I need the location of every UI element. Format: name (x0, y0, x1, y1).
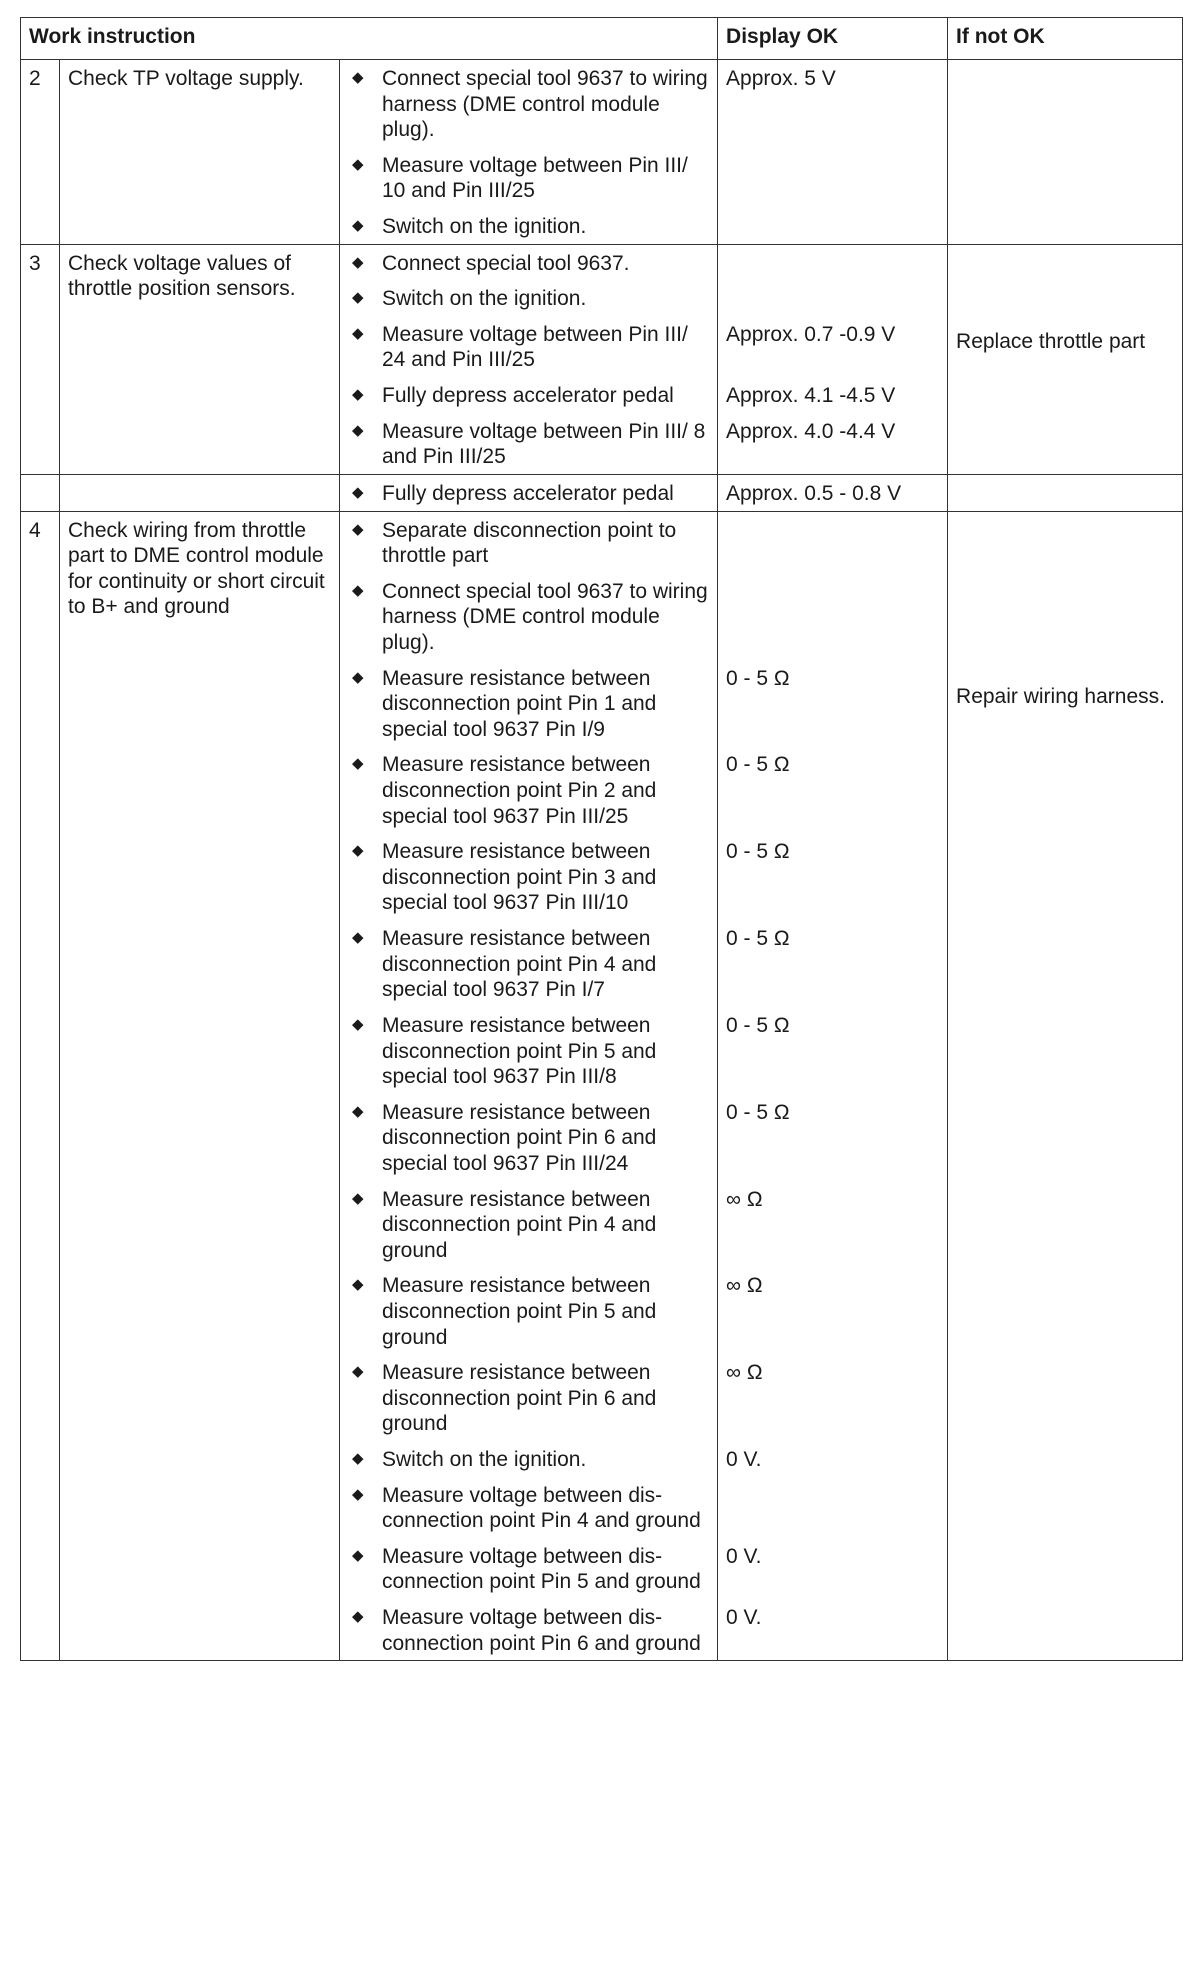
diamond-bullet-icon: ◆ (352, 253, 364, 271)
step-number: 4 (21, 511, 60, 1661)
display-value (718, 245, 947, 281)
task-description: Check voltage values of throttle position sensors. (60, 244, 340, 474)
list-item (340, 245, 717, 281)
diamond-bullet-icon: ◆ (352, 217, 364, 235)
diamond-bullet-icon: ◆ (352, 668, 364, 686)
step-text: Measure voltage between Pin III/ 24 and Pin III/25 (382, 322, 688, 372)
list-item (340, 1007, 717, 1094)
step-text: Measure resistance between disconnection point Pin 4 and ground (382, 1187, 657, 1262)
display-value: 0 - 5 Ω (726, 1013, 790, 1037)
diamond-bullet-icon: ◆ (352, 1102, 364, 1120)
display-value: Approx. 0.5 - 0.8 V (726, 481, 902, 505)
display-value (718, 147, 947, 208)
list-item (340, 1441, 717, 1477)
step-number: 3 (21, 244, 60, 474)
work-instruction-sheet (20, 17, 1182, 1661)
step-list (340, 60, 718, 245)
list-item (340, 1477, 717, 1538)
step-list (340, 244, 718, 474)
list-item (340, 660, 717, 747)
if-not-ok-cell (948, 60, 1183, 245)
instruction-row (21, 511, 1183, 1661)
diamond-bullet-icon: ◆ (352, 929, 364, 947)
display-value: ∞ Ω (726, 1187, 763, 1211)
step-text: Connect special tool 9637 to wiring harness (DME control module plug). (382, 67, 708, 142)
list-item (340, 746, 717, 833)
step-text: Measure resistance between disconnection point Pin 4 and special tool 9637 Pin I/7 (382, 927, 657, 1002)
header-work-instruction: Work instruction (21, 18, 718, 60)
diamond-bullet-icon: ◆ (352, 1363, 364, 1381)
list-item (340, 475, 717, 511)
list-item (340, 280, 717, 316)
header-if-not-ok: If not OK (948, 18, 1183, 60)
step-list (340, 474, 718, 511)
display-value (718, 208, 947, 244)
step-text: Measure voltage between disconnection point Pin 4 and ground (382, 1483, 701, 1533)
list-item (340, 833, 717, 920)
display-ok-cell (718, 511, 948, 1661)
display-value: Approx. 4.0 -4.4 V (726, 419, 896, 443)
display-value (718, 573, 947, 660)
diamond-bullet-icon: ◆ (352, 520, 364, 538)
diamond-bullet-icon: ◆ (352, 421, 364, 439)
step-text: Measure resistance between disconnection point Pin 5 and special tool 9637 Pin III/8 (382, 1013, 657, 1089)
list-item (340, 316, 717, 377)
diamond-bullet-icon: ◆ (352, 1450, 364, 1468)
step-text: Measure resistance between disconnection point Pin 1 and special tool 9637 Pin I/9 (382, 666, 657, 741)
header-display-ok: Display OK (718, 18, 948, 60)
if-not-ok-cell (948, 244, 1183, 474)
table-body (21, 60, 1183, 1661)
header-row (21, 18, 1183, 60)
work-instruction-table (20, 17, 1183, 1661)
list-item (340, 1267, 717, 1354)
step-number (21, 474, 60, 511)
diamond-bullet-icon: ◆ (352, 69, 364, 86)
display-value: ∞ Ω (726, 1274, 763, 1298)
list-item (340, 377, 717, 413)
display-value: 0 - 5 Ω (726, 1100, 790, 1124)
step-text: Measure resistance between disconnection point Pin 6 and ground (382, 1361, 657, 1436)
diamond-bullet-icon: ◆ (352, 1189, 364, 1207)
diamond-bullet-icon: ◆ (352, 155, 364, 173)
instruction-row (21, 474, 1183, 511)
task-description: Check TP voltage supply. (60, 60, 340, 245)
list-item (340, 413, 717, 474)
step-number: 2 (21, 60, 60, 245)
display-value (718, 1477, 947, 1538)
if-not-ok-text: Repair wiring harness. (956, 684, 1165, 708)
diamond-bullet-icon: ◆ (352, 581, 364, 599)
step-text: Switch on the ignition. (382, 287, 587, 311)
instruction-row (21, 60, 1183, 245)
step-text: Fully depress accelerator pedal (382, 481, 674, 505)
display-value (718, 280, 947, 316)
list-item (340, 60, 717, 147)
step-text: Switch on the ignition. (382, 1448, 587, 1472)
display-ok-cell (718, 244, 948, 474)
display-value (718, 512, 947, 573)
step-list (340, 511, 718, 1661)
diamond-bullet-icon: ◆ (352, 289, 364, 307)
diamond-bullet-icon: ◆ (352, 1608, 364, 1626)
display-value: 0 V. (726, 1448, 762, 1472)
step-text: Measure voltage between Pin III/ 10 and Pin III/25 (382, 153, 688, 203)
diamond-bullet-icon: ◆ (352, 755, 364, 773)
step-text: Measure voltage between Pin III/ 8 and Pin III/25 (382, 419, 706, 469)
task-description (60, 474, 340, 511)
if-not-ok-text: Replace throttle part (956, 329, 1146, 353)
display-ok-cell (718, 474, 948, 511)
list-item (340, 573, 717, 660)
if-not-ok-cell (948, 474, 1183, 511)
step-text: Measure voltage between disconnection point Pin 6 and ground (382, 1606, 701, 1655)
diamond-bullet-icon: ◆ (352, 1015, 364, 1033)
step-text: Measure resistance between disconnection point Pin 6 and special tool 9637 Pin III/24 (382, 1100, 657, 1175)
step-text: Connect special tool 9637 to wiring harness (DME control module plug). (382, 579, 708, 654)
display-ok-cell (718, 60, 948, 245)
step-text: Measure resistance between disconnection point Pin 3 and special tool 9637 Pin III/10 (382, 840, 657, 915)
display-value: 0 - 5 Ω (726, 666, 790, 690)
display-value: ∞ Ω (726, 1361, 763, 1385)
step-text: Connect special tool 9637. (382, 251, 630, 275)
diamond-bullet-icon: ◆ (352, 324, 364, 342)
display-value: Approx. 4.1 -4.5 V (726, 384, 896, 408)
step-text: Measure resistance between disconnection point Pin 2 and special tool 9637 Pin III/25 (382, 753, 657, 828)
step-text: Measure voltage between disconnection point Pin 5 and ground (382, 1544, 701, 1594)
diamond-bullet-icon: ◆ (352, 483, 364, 501)
step-text: Fully depress accelerator pedal (382, 384, 674, 408)
task-description: Check wiring from throttle part to DME control module for continuity or short circuit to B+ and ground (60, 511, 340, 1661)
display-value: 0 - 5 Ω (726, 753, 790, 777)
list-item (340, 208, 717, 244)
display-value: Approx. 0.7 -0.9 V (726, 322, 896, 346)
diamond-bullet-icon: ◆ (352, 1546, 364, 1564)
list-item (340, 920, 717, 1007)
display-value: 0 - 5 Ω (726, 927, 790, 951)
step-text: Switch on the ignition. (382, 215, 587, 239)
diamond-bullet-icon: ◆ (352, 386, 364, 404)
list-item (340, 1599, 717, 1660)
list-item (340, 1354, 717, 1441)
diamond-bullet-icon: ◆ (352, 842, 364, 860)
list-item (340, 147, 717, 208)
list-item (340, 1094, 717, 1181)
display-value: Approx. 5 V (726, 67, 836, 90)
list-item (340, 512, 717, 573)
instruction-row (21, 244, 1183, 474)
step-text: Separate disconnection point to throttle part (382, 518, 677, 568)
display-value: 0 V. (726, 1544, 762, 1568)
diamond-bullet-icon: ◆ (352, 1485, 364, 1503)
diamond-bullet-icon: ◆ (352, 1276, 364, 1294)
step-text: Measure resistance between disconnection point Pin 5 and ground (382, 1274, 657, 1349)
if-not-ok-cell (948, 511, 1183, 1661)
list-item (340, 1181, 717, 1268)
list-item (340, 1538, 717, 1599)
display-value: 0 - 5 Ω (726, 840, 790, 864)
display-value: 0 V. (726, 1606, 762, 1630)
